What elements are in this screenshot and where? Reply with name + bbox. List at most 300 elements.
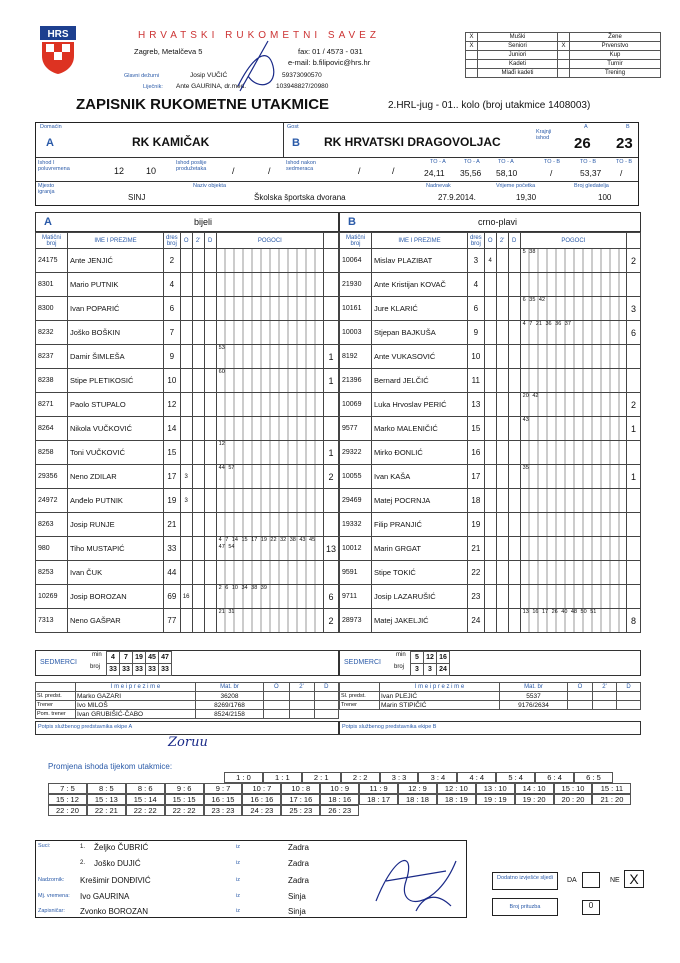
player-number: 4 [468,273,485,297]
player-row [340,441,641,465]
category-mark[interactable] [466,51,478,60]
category-grid [465,32,661,78]
progress-score: 25 : 23 [281,805,320,816]
player-disq [508,417,520,441]
nad-from: Zadra [288,876,309,885]
player-number: 21 [468,537,485,561]
player-name: Tiho MUSTAPIĆ [68,537,164,561]
zap-from: Sinja [288,907,306,916]
player-name: Marin GRGAT [372,537,468,561]
player-warning [180,537,192,561]
sedmerac-cell: 33 [146,664,159,676]
player-name: Mirko ĐONLIĆ [372,441,468,465]
progress-score: 1 : 0 [224,772,263,783]
pen-b: / [392,166,395,176]
player-number: 7 [164,321,181,345]
player-mat: 10012 [340,537,372,561]
player-suspension [496,537,508,561]
delegate-label: Glavni dežurni [124,73,160,79]
delegate-phone: 59373090570 [282,72,322,79]
official-row [36,692,339,701]
sedmerac-cell: 3 [424,664,437,676]
player-goals [520,513,626,537]
to-a-label-3: TO - A [498,159,514,165]
progress-score: 13 : 10 [476,783,515,794]
player-total: 13 [323,537,338,561]
header-cell: O [180,233,192,249]
doctor-label: Liječnik: [143,84,163,90]
venue-label: Naziv objekta [193,183,227,189]
player-warning [484,369,496,393]
category-mark[interactable] [558,60,570,69]
category-mark[interactable]: X [466,42,478,51]
player-warning [484,489,496,513]
header-cell: O [484,233,496,249]
player-mat: 29356 [36,465,68,489]
zap: Zvonko BOROZAN [80,907,149,916]
sedmerci-a [35,650,339,676]
category-label: Trening [570,69,661,78]
sedmerac-cell: 33 [120,664,133,676]
progress-score: 15 : 14 [126,794,165,805]
ref2: Joško DUJIĆ [94,859,141,868]
progress-score: 1 : 1 [263,772,302,783]
players-a [35,232,339,633]
progress-score: 22 : 22 [165,805,204,816]
team-a-color: bijeli [194,217,213,227]
org-fax: fax: 01 / 4573 - 031 [298,47,363,56]
final-label: Krajnji ishod [536,129,552,141]
player-number: 44 [164,561,181,585]
player-row [36,441,339,465]
sign-b-label: Potpis službenog predstavnika ekipe B [339,721,641,735]
player-total [627,489,641,513]
ext-a: / [232,166,235,176]
progress-score: 20 : 20 [554,794,593,805]
player-disq [204,273,216,297]
player-warning [484,585,496,609]
progress-score: 16 : 16 [242,794,281,805]
extra-da-box[interactable] [582,872,600,888]
player-suspension [192,537,204,561]
ref1-from: Zadra [288,843,309,852]
progress-score: 15 : 12 [48,794,87,805]
player-number: 19 [468,513,485,537]
player-total: 1 [323,369,338,393]
player-total: 1 [627,417,641,441]
header-cell: dres broj [164,233,181,249]
player-suspension [192,417,204,441]
player-suspension [192,489,204,513]
progress-score: 12 : 10 [437,783,476,794]
progress-score: 5 : 4 [496,772,535,783]
sign-a: Zoruu [168,735,208,750]
nadzornik-label: Nadzornik: [38,877,65,883]
sedmerci-a-label: SEDMERCI [40,659,77,666]
player-goals: 12 [216,441,323,465]
player-goals [216,249,323,273]
player-total: 2 [627,393,641,417]
player-mat: 21396 [340,369,372,393]
player-disq [204,393,216,417]
mjv-iz: iz [236,893,240,899]
category-mark[interactable] [558,69,570,78]
player-goals: 5 38 [520,249,626,273]
player-suspension [192,393,204,417]
player-suspension [192,561,204,585]
category-label: Prvenstvo [570,42,661,51]
spect-label: Broj gledatelja [574,183,609,189]
player-name: Marko MALENIČIĆ [372,417,468,441]
player-goals: 35 [520,465,626,489]
to-a-label-1: TO - A [430,159,446,165]
category-mark[interactable] [466,69,478,78]
player-mat: 8238 [36,369,68,393]
official-header: O [264,683,290,692]
player-warning [180,273,192,297]
player-row [36,249,339,273]
progress-score: 10 : 9 [320,783,359,794]
to-a-3: 58,10 [496,168,518,178]
place: SINJ [128,193,146,202]
player-warning [484,513,496,537]
player-number: 9 [164,345,181,369]
player-warning [484,273,496,297]
player-goals: 6 35 42 [520,297,626,321]
player-goals [520,489,626,513]
guest-label: Gost [287,124,299,130]
player-mat: 24175 [36,249,68,273]
progress-score: 3 : 4 [418,772,457,783]
player-disq [204,441,216,465]
player-mat: 9711 [340,585,372,609]
player-row [340,489,641,513]
category-label: Seniori [478,42,558,51]
player-total [323,489,338,513]
progress-score: 6 : 4 [535,772,574,783]
player-disq [204,513,216,537]
player-warning [484,561,496,585]
player-disq [508,249,520,273]
progress-score: 22 : 20 [48,805,87,816]
player-row [36,417,339,441]
progress-row [224,772,632,783]
player-warning [484,393,496,417]
progress-score: 18 : 19 [437,794,476,805]
player-disq [508,369,520,393]
player-disq [204,585,216,609]
player-number: 6 [164,297,181,321]
header-cell: POGOCI [520,233,626,249]
players-b [339,232,641,633]
mjv-label: Mj. vremena: [38,893,70,899]
player-warning [180,321,192,345]
player-row [36,345,339,369]
player-warning: 16 [180,585,192,609]
category-row [466,33,661,42]
player-row [36,489,339,513]
player-total [323,273,338,297]
player-goals [216,489,323,513]
player-number: 17 [468,465,485,489]
spectators: 100 [598,193,612,202]
hrs-logo [38,24,78,76]
player-mat: 980 [36,537,68,561]
player-warning [180,609,192,633]
player-suspension [496,345,508,369]
player-disq [508,273,520,297]
player-goals: 2 6 10 34 38 39 [216,585,323,609]
player-total: 1 [323,441,338,465]
player-warning [180,417,192,441]
player-suspension [496,297,508,321]
player-disq [204,489,216,513]
category-label: Kadeti [478,60,558,69]
player-row [340,345,641,369]
player-goals [216,273,323,297]
player-disq [204,369,216,393]
official-header: D [314,683,339,692]
player-goals [216,393,323,417]
official-mat: 8524/2158 [196,710,264,719]
progress-score: 23 : 23 [204,805,243,816]
player-warning [484,417,496,441]
player-disq [204,345,216,369]
player-name: Josip LAZARUŠIĆ [372,585,468,609]
player-disq [204,537,216,561]
to-b-2: 53,37 [580,168,602,178]
player-total: 2 [627,249,641,273]
player-mat: 10161 [340,297,372,321]
player-row [340,465,641,489]
player-name: Josip BOROZAN [68,585,164,609]
player-total [627,345,641,369]
suci-label: Suci: [38,843,51,849]
player-name: Ivan POPARIĆ [68,297,164,321]
player-row [36,369,339,393]
player-goals [216,561,323,585]
official-mat-header: Mat. br [196,683,264,692]
player-name: Mislav PLAZIBAT [372,249,468,273]
player-name: Joško BOŠKIN [68,321,164,345]
team-b-header [339,212,641,232]
player-total [627,513,641,537]
player-mat: 9577 [340,417,372,441]
stamp-signature [228,36,288,98]
official-header: 2' [592,683,616,692]
player-number: 21 [164,513,181,537]
player-mat: 8263 [36,513,68,537]
officials-b [339,682,641,735]
progress-score: 10 : 7 [242,783,281,794]
player-goals: 20 42 [520,393,626,417]
player-name: Jure KLARIĆ [372,297,468,321]
player-mat: 8301 [36,273,68,297]
player-goals: 13 16 17 26 40 48 50 51 [520,609,626,633]
progress-label: Promjena ishoda tijekom utakmice: [48,762,173,771]
to-a-2: 35,56 [460,168,482,178]
player-row [36,537,339,561]
player-name: Filip PRANJIĆ [372,513,468,537]
to-a-label-2: TO - A [464,159,480,165]
to-b-label-2: TO - B [580,159,597,165]
player-row [340,585,641,609]
player-warning [180,297,192,321]
header-cell: Matični broj [36,233,68,249]
official-header: O [568,683,593,692]
extra-ne-box[interactable]: X [624,870,644,888]
player-name: Anđelo PUTNIK [68,489,164,513]
time-label: Vrijeme početka [496,183,536,189]
progress-score: 22 : 21 [87,805,126,816]
player-suspension [192,249,204,273]
category-label: Mlađi kadeti [478,69,558,78]
home-letter: A [46,137,54,149]
header-cell: dres broj [468,233,485,249]
player-mat: 10269 [36,585,68,609]
player-suspension [496,561,508,585]
officials-a [35,682,339,735]
player-total [627,537,641,561]
to-b-label-1: TO - B [544,159,561,165]
player-mat: 28973 [340,609,372,633]
progress-score: 12 : 9 [398,783,437,794]
ref1: Željko ČUBRIĆ [94,843,149,852]
to-b-3: / [620,168,623,178]
delegate-name: Josip VUČIĆ [190,72,228,79]
official-name: Ivan GRUBIŠIĆ-ČABO [76,710,196,719]
player-name: Ivan KAŠA [372,465,468,489]
player-mat: 24972 [36,489,68,513]
player-warning [484,441,496,465]
org-email: e-mail: b.filipovic@hrs.hr [288,58,371,67]
category-mark[interactable]: X [466,33,478,42]
player-number: 2 [164,249,181,273]
player-total [627,561,641,585]
player-row [340,513,641,537]
player-name: Luka Hrvoslav PERIĆ [372,393,468,417]
player-disq [204,321,216,345]
player-total [627,273,641,297]
player-number: 16 [468,441,485,465]
player-row [340,537,641,561]
player-total [323,561,338,585]
player-row [340,417,641,441]
header-cell: 2' [496,233,508,249]
player-mat: 8264 [36,417,68,441]
category-mark[interactable] [558,51,570,60]
player-name: Ante VUKASOVIĆ [372,345,468,369]
player-goals: 44 57 [216,465,323,489]
player-goals: 43 [520,417,626,441]
player-total: 2 [323,465,338,489]
progress-score: 17 : 16 [281,794,320,805]
player-number: 14 [164,417,181,441]
progress-score: 8 : 6 [126,783,165,794]
date-label: Nadnevak [426,183,451,189]
progress-score: 18 : 17 [359,794,398,805]
progress-row [48,805,632,816]
player-warning: 4 [484,249,496,273]
category-mark[interactable] [558,33,570,42]
player-total: 2 [323,609,338,633]
player-goals: 53 [216,345,323,369]
player-goals [520,537,626,561]
player-suspension [192,609,204,633]
player-goals [216,513,323,537]
player-warning: 3 [180,465,192,489]
to-b-label-3: TO - B [616,159,633,165]
official-mat: 8269/1768 [196,701,264,710]
ext-label: Ishod poslije produžetaka [176,160,207,172]
player-name: Matej JAKELJIĆ [372,609,468,633]
team-b-letter: B [348,216,356,228]
player-mat: 21930 [340,273,372,297]
player-number: 18 [468,489,485,513]
player-mat: 8300 [36,297,68,321]
progress-score: 9 : 6 [165,783,204,794]
header-cell: 2' [192,233,204,249]
player-mat: 19332 [340,513,372,537]
referees: Suci: 1. Željko ČUBRIĆ iz Zadra 2. Joško DUJIĆ iz Zadra Nadzornik: Krešimir DONĐIVIĆ iz Zadra Mj. vremena: Ivo GAURINA iz Sinja Zapisničar: Zvonko BOROZAN iz Sinja [35,840,467,918]
doctor-phone: 103948827/20980 [276,83,329,90]
player-row [340,609,641,633]
player-row [340,249,641,273]
progress-score: 15 : 11 [592,783,631,794]
player-total [627,369,641,393]
place-label: Mjesto igranja [38,183,55,195]
home-label: Domaćin [40,124,62,130]
player-goals [216,297,323,321]
player-number: 19 [164,489,181,513]
player-row [340,273,641,297]
player-warning [180,249,192,273]
player-disq [508,609,520,633]
player-warning [484,465,496,489]
header-cell: IME I PREZIME [68,233,164,249]
player-mat: 8232 [36,321,68,345]
player-number: 13 [468,393,485,417]
date: 27.9.2014. [438,193,476,202]
category-row [466,51,661,60]
progress-score: 26 : 23 [320,805,359,816]
mjv: Ivo GAURINA [80,892,130,901]
player-mat: 8271 [36,393,68,417]
category-mark[interactable] [466,60,478,69]
player-row [340,393,641,417]
logo-text: HRS [47,29,69,40]
player-mat: 10003 [340,321,372,345]
player-disq [204,297,216,321]
progress-score: 21 : 20 [592,794,631,805]
time: 19,30 [516,193,537,202]
sedmerci-b-min-label: min [396,652,406,658]
official-row [36,701,339,710]
extra-ne: NE [610,877,620,884]
players-header [340,233,641,249]
half-b: 10 [146,166,157,176]
category-mark[interactable]: X [558,42,570,51]
guest-letter: B [292,137,300,149]
progress-score: 8 : 5 [87,783,126,794]
player-suspension [496,441,508,465]
player-row [36,273,339,297]
player-warning [484,345,496,369]
player-name: Matej POCRNJA [372,489,468,513]
sign-a-label: Potpis službenog predstavnika ekipe A [35,721,339,735]
official-row [36,710,339,719]
player-name: Nikola VUČKOVIĆ [68,417,164,441]
